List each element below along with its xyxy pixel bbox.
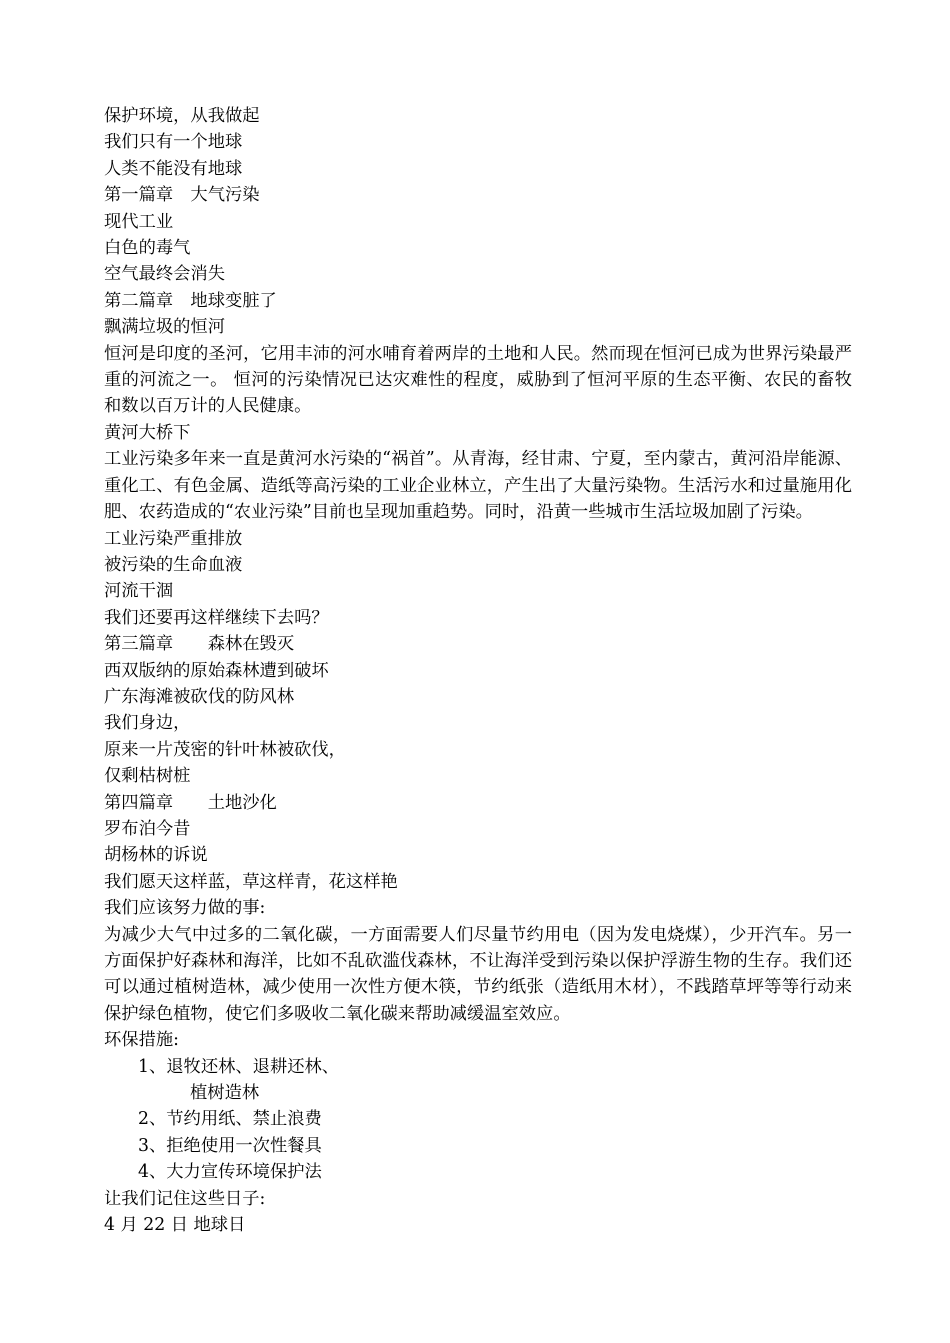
measure-item: 1、退牧还林、退耕还林、: [138, 1056, 340, 1077]
chapter1-heading: 第一篇章 大气污染: [104, 185, 260, 206]
chapter4-line: 罗布泊今昔: [104, 818, 191, 839]
intro-line: 人类不能没有地球: [104, 158, 243, 179]
chapter4-paragraph: 为减少大气中过多的二氧化碳，一方面需要人们尽量节约用电（因为发电烧煤），少开汽车。另一方面保护好森林和海洋，比如不乱砍滥伐森林，不让海洋受到污染以保护浮游生物的生存。我们还可以通过植树造林，减少使用一次性方便木筷，节约纸张（造纸用木材），不践踏草坪等等行动来保护绿色植物，使它们多吸收二氧化碳来帮助减缓温室效应。: [104, 924, 852, 1024]
chapter3-heading: 第三篇章 森林在毁灭: [104, 634, 295, 655]
chapter3-line: 仅剩枯树桩: [104, 766, 191, 787]
chapter4-line: 我们应该努力做的事:: [104, 898, 266, 919]
measure-item-continuation: 植树造林: [190, 1083, 260, 1104]
chapter2-subheading-ganges: 飘满垃圾的恒河: [104, 317, 225, 338]
dates-heading: 让我们记住这些日子:: [104, 1188, 266, 1209]
chapter2-line: 被污染的生命血液: [104, 554, 243, 575]
measure-item: 2、节约用纸、禁止浪费: [138, 1109, 322, 1130]
measures-heading: 环保措施:: [104, 1030, 179, 1051]
chapter4-line: 我们愿天这样蓝，草这样青，花这样艳: [104, 871, 398, 892]
chapter3-line: 西双版纳的原始森林遭到破坏: [104, 660, 329, 681]
chapter1-line: 白色的毒气: [104, 238, 191, 259]
chapter2-line: 工业污染严重排放: [104, 528, 243, 549]
chapter1-line: 空气最终会消失: [104, 264, 225, 285]
measure-item: 4、大力宣传环境保护法: [138, 1162, 322, 1183]
chapter3-line: 广东海滩被砍伐的防风林: [104, 686, 295, 707]
chapter1-line: 现代工业: [104, 211, 174, 232]
intro-line: 我们只有一个地球: [104, 132, 243, 153]
chapter3-line: 我们身边，: [104, 713, 191, 734]
chapter3-line: 原来一片茂密的针叶林被砍伐，: [104, 739, 346, 760]
earth-day-line: 4 月 22 日 地球日: [104, 1215, 246, 1236]
chapter2-paragraph-yellow-river: 工业污染多年来一直是黄河水污染的“祸首”。从青海，经甘肃、宁夏，至内蒙古，黄河沿岸能源、重化工、有色金属、造纸等高污染的工业企业林立，产生出了大量污染物。生活污水和过量施用化肥、农药造成的“农业污染”目前也呈现加重趋势。同时，沿黄一些城市生活垃圾加剧了污染。: [104, 449, 852, 523]
chapter2-line: 我们还要再这样继续下去吗？: [104, 607, 329, 628]
document-page: [104, 103, 852, 1238]
chapter4-heading: 第四篇章 土地沙化: [104, 792, 277, 813]
chapter2-heading: 第二篇章 地球变脏了: [104, 290, 277, 311]
chapter2-line: 河流干涸: [104, 581, 174, 602]
chapter2-subheading-yellow-river: 黄河大桥下: [104, 422, 191, 443]
measure-item: 3、拒绝使用一次性餐具: [138, 1135, 322, 1156]
chapter4-line: 胡杨林的诉说: [104, 845, 208, 866]
document-title: 保护环境，从我做起: [104, 106, 260, 126]
chapter2-paragraph-ganges: 恒河是印度的圣河，它用丰沛的河水哺育着两岸的土地和人民。然而现在恒河已成为世界污染最严重的河流之一。 恒河的污染情况已达灾难性的程度，威胁到了恒河平原的生态平衡、农民的畜牧和数以百万计的人民健康。: [104, 343, 852, 417]
